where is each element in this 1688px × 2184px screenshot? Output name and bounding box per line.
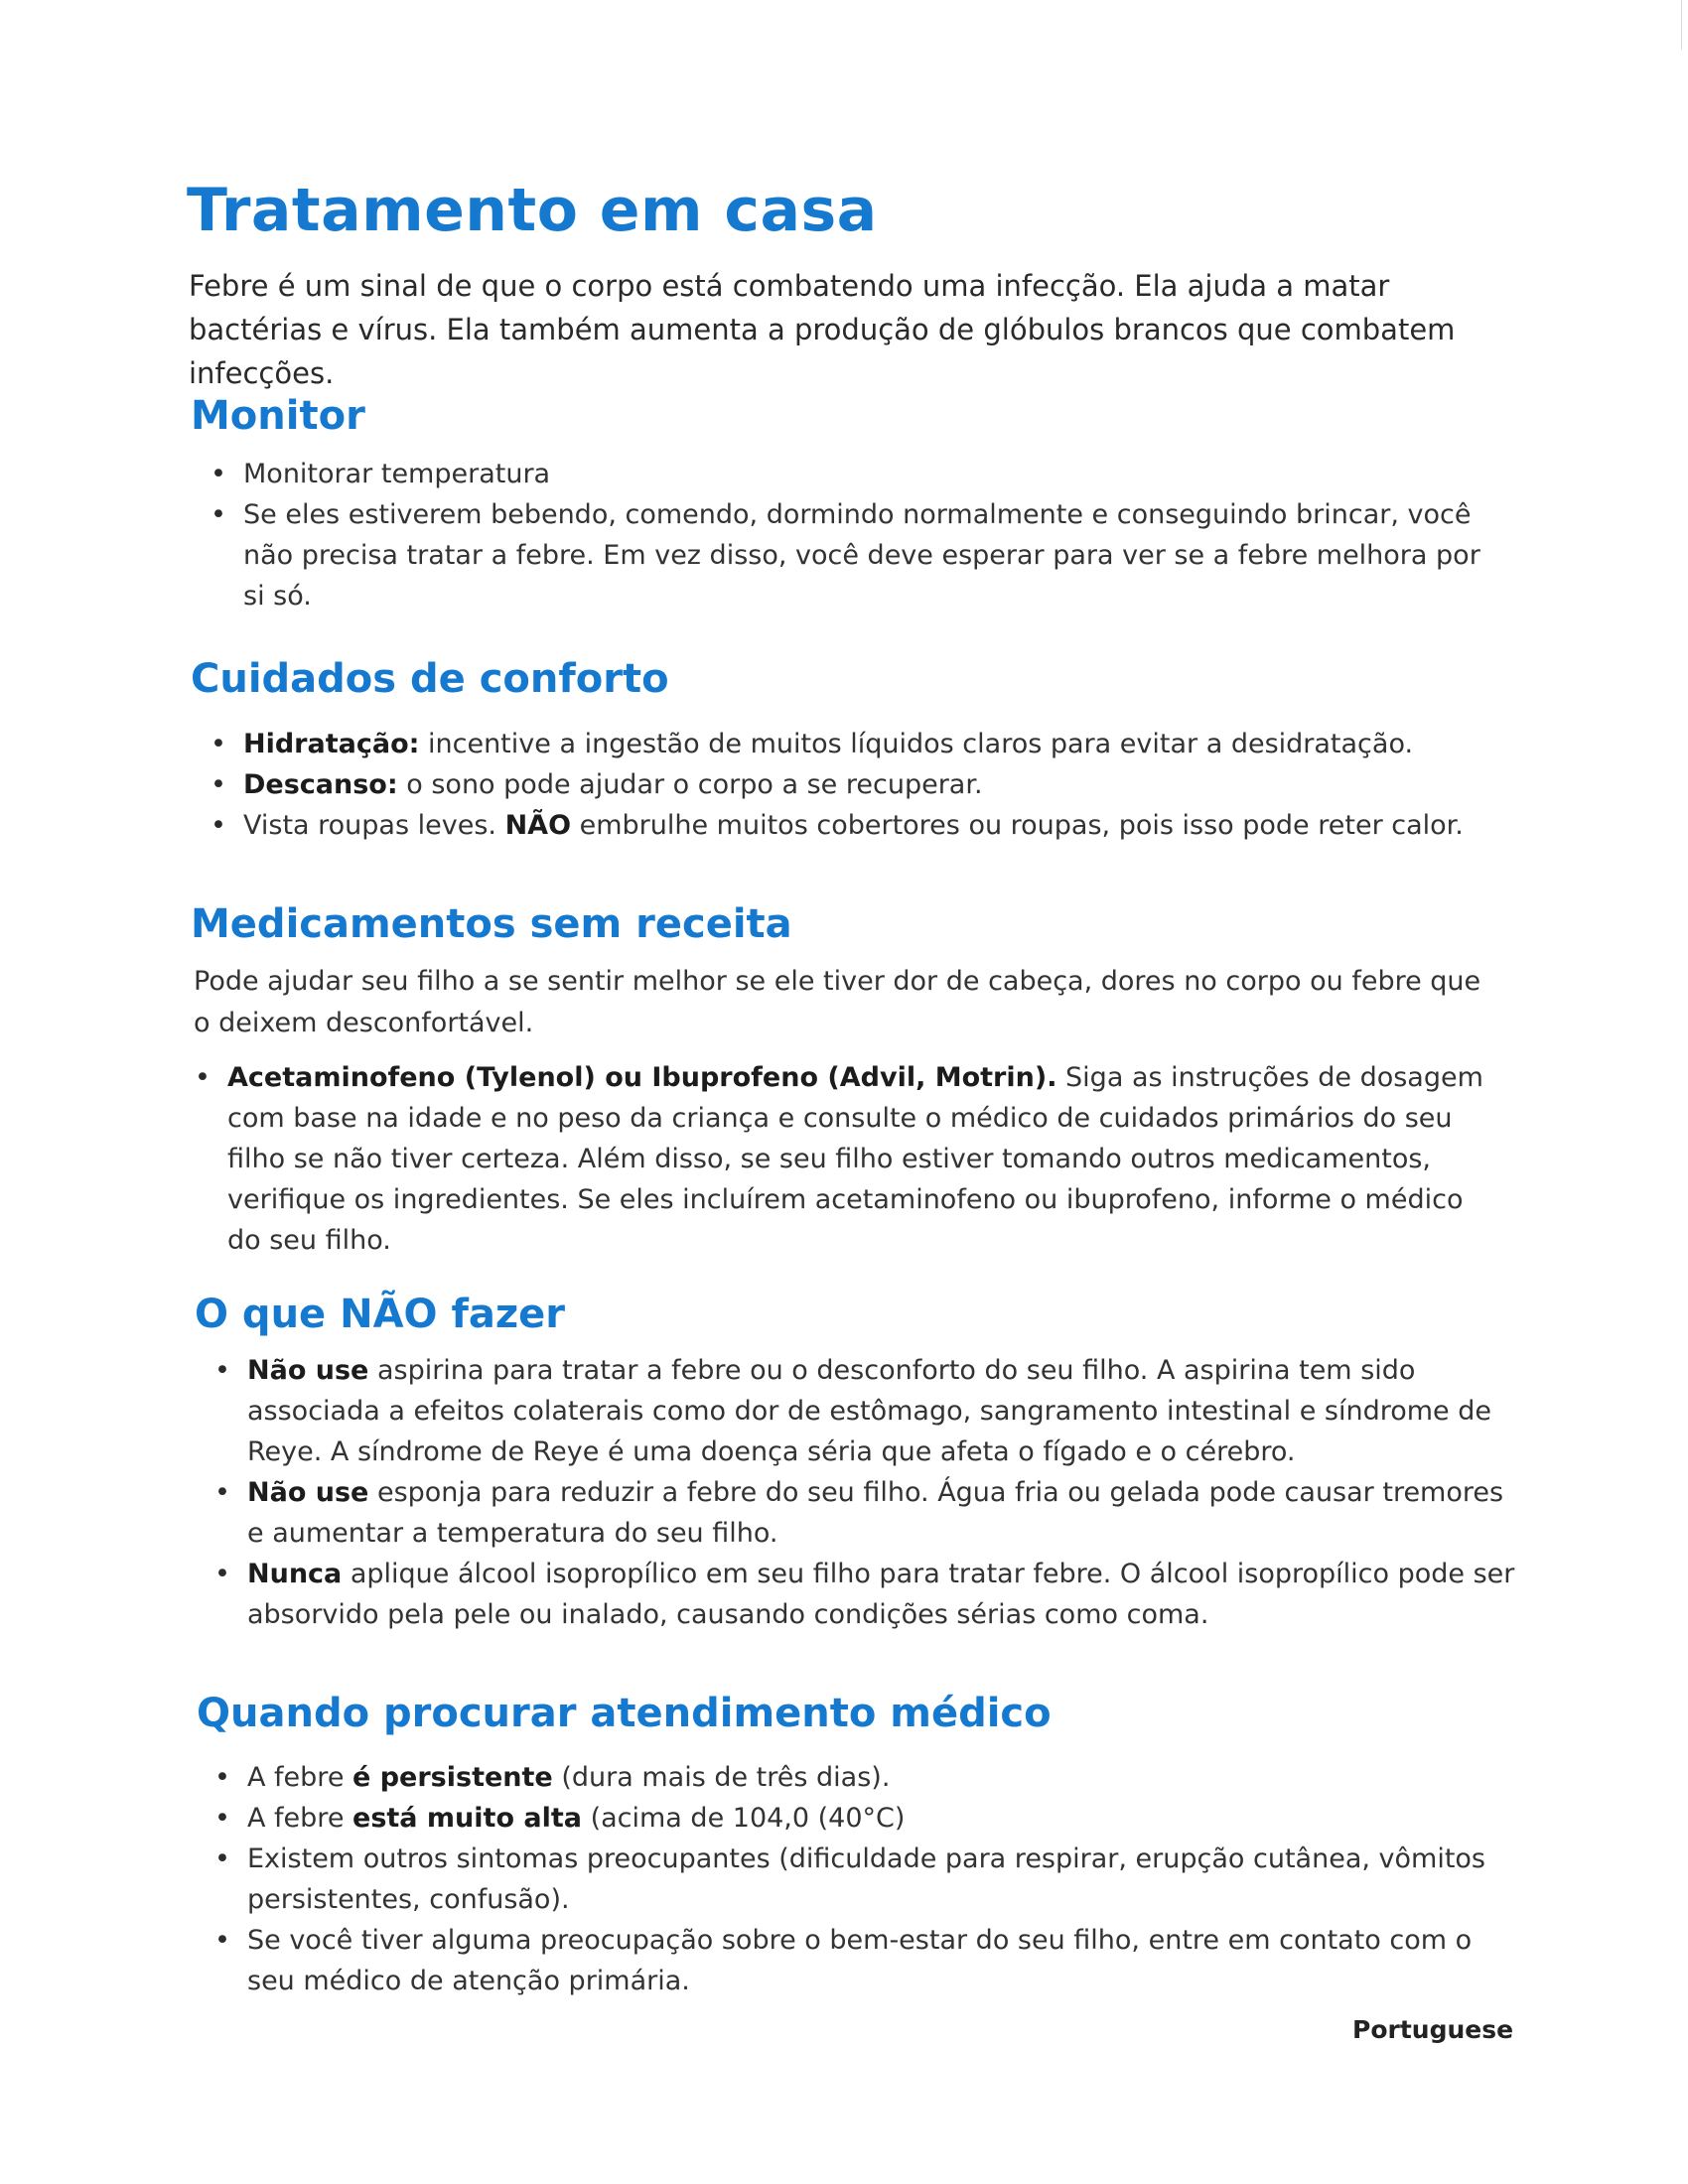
bullet-icon: • [211,499,226,530]
list-item: • A febre é persistente (dura mais de três dias). [195,1757,1515,1798]
scan-edge-line [1681,0,1682,50]
list-item: • Nunca aplique álcool isopropílico em seu filho para tratar febre. O álcool isopropílico pode ser absorvido pela pele ou inalado, causando condições sérias como coma. [195,1554,1515,1635]
care-heading: Quando procurar atendimento médico [197,1691,1052,1736]
bullet-icon: • [214,1355,230,1386]
care-list [195,1757,1515,2001]
otc-heading: Medicamentos sem receita [191,901,792,947]
list-item: • Não use esponja para reduzir a febre do seu filho. Água fria ou gelada pode causar tremores e aumentar a temperatura do seu filho. [195,1472,1515,1554]
bullet-icon: • [214,1477,230,1508]
bullet-icon: • [214,1762,230,1793]
dont-heading: O que NÃO fazer [195,1292,565,1337]
bullet-icon: • [195,1062,211,1093]
bullet-icon: • [214,1843,230,1874]
monitor-heading: Monitor [191,393,365,439]
list-item: • Não use aspirina para tratar a febre ou o desconforto do seu filho. A aspirina tem sido associada a efeitos colaterais como dor de estômago, sangramento intestinal e síndrome de Reye. A síndrome de Reye é uma doença séria que afeta o fígado e o cérebro. [195,1350,1515,1472]
bullet-icon: • [211,769,226,800]
bullet-icon: • [214,1925,230,1956]
page-title: Tratamento em casa [187,176,878,245]
list-item: • Hidratação: incentive a ingestão de muitos líquidos claros para evitar a desidratação. [191,724,1511,764]
list-item: • A febre está muito alta (acima de 104,0 (40°C) [195,1798,1515,1839]
list-item: • Descanso: o sono pode ajudar o corpo a se recuperar. [191,764,1511,805]
bullet-icon: • [211,810,226,841]
intro-paragraph: Febre é um sinal de que o corpo está combatendo uma infecção. Ela ajuda a matar bactérias e vírus. Ela também aumenta a produção de glóbulos brancos que combatem infecções. [189,269,1456,390]
otc-intro: Pode ajudar seu filho a se sentir melhor se ele tiver dor de cabeça, dores no corpo ou febre que o deixem desconfortável. [194,966,1481,1038]
list-item: • Existem outros sintomas preocupantes (dificuldade para respirar, erupção cutânea, vômitos persistentes, confusão). [195,1839,1515,1920]
monitor-list [191,454,1501,616]
list-item: • Se você tiver alguma preocupação sobre o bem-estar do seu filho, entre em contato com o seu médico de atenção primária. [195,1920,1515,2001]
bullet-icon: • [214,1559,230,1589]
list-item: • Se eles estiverem bebendo, comendo, dormindo normalmente e conseguindo brincar, você não precisa tratar a febre. Em vez disso, você deve esperar para ver se a febre melhora por si só. [191,494,1501,616]
dont-list [195,1350,1515,1635]
bullet-icon: • [214,1803,230,1834]
list-item: • Monitorar temperatura [191,454,1501,494]
list-item: • Acetaminofeno (Tylenol) ou Ibuprofeno (Advil, Motrin). Siga as instruções de dosagem com base na idade e no peso da criança e consulte o médico de cuidados primários do seu filho se não tiver certeza. Além disso, se seu filho estiver tomando outros medicamentos, verifique os ingredientes. Se eles incluírem acetaminofeno ou ibuprofeno, informe o médico do seu filho. [175,1057,1495,1261]
list-item: • Vista roupas leves. NÃO embrulhe muitos cobertores ou roupas, pois isso pode reter calor. [191,805,1511,846]
comfort-list [191,724,1511,846]
comfort-heading: Cuidados de conforto [191,656,669,702]
bullet-icon: • [211,459,226,489]
otc-list [175,1057,1495,1261]
bullet-icon: • [211,729,226,759]
language-label: Portuguese [1352,2015,1514,2044]
